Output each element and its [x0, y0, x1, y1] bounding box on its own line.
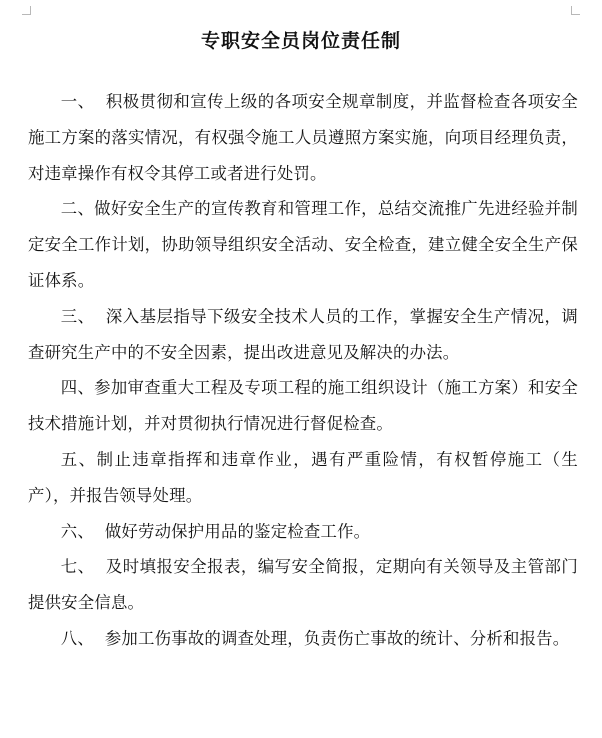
paragraph-number: 六、	[60, 521, 105, 541]
paragraph-number: 四、	[60, 378, 95, 398]
paragraph-text: 深入基层指导下级安全技术人员的工作，掌握安全生产情况，调查研究生产中的不安全因素，提出改进意见及解决的办法。	[28, 306, 578, 362]
paragraph-number: 一、	[60, 92, 106, 111]
paragraph-text: 及时填报安全报表，编写安全简报，定期向有关领导及主管部门提供安全信息。	[28, 557, 578, 613]
paragraph-number: 三、	[60, 306, 106, 326]
paragraph-number: 八、	[60, 628, 105, 648]
paragraph-text: 参加工伤事故的调查处理，负责伤亡事故的统计、分析和报告。	[104, 628, 570, 648]
paragraph-text: 做好劳动保护用品的鉴定检查工作。	[104, 521, 371, 541]
paragraph-text: 积极贯彻和宣传上级的各项安全规章制度，并监督检查各项安全施工方案的落实情况，有权强令施工人员遵照方案实施，向项目经理负责，对违章操作有权令其停工或者进行处罚。	[28, 92, 578, 183]
paragraph-8	[28, 621, 578, 657]
document-body	[28, 84, 578, 657]
paragraph-3	[28, 299, 578, 371]
paragraph-text: 制止违章指挥和违章作业，遇有严重险情，有权暂停施工（生产），并报告领导处理。	[28, 449, 578, 505]
paragraph-5	[28, 442, 578, 514]
paragraph-number: 七、	[60, 557, 106, 577]
document-title: 专职安全员岗位责任制	[200, 30, 401, 52]
paragraph-4	[28, 370, 578, 442]
paragraph-number: 五、	[60, 449, 97, 469]
paragraph-number: 二、	[60, 199, 95, 219]
paragraph-text: 参加审查重大工程及专项工程的施工组织设计（施工方案）和安全技术措施计划，并对贯彻执行情况进行督促检查。	[28, 378, 578, 434]
paragraph-7	[28, 549, 578, 621]
page-corner-mark-top-right	[571, 6, 580, 15]
paragraph-2	[28, 191, 578, 298]
paragraph-6	[28, 514, 578, 550]
page-corner-mark-top-left	[22, 6, 31, 15]
paragraph-1	[28, 84, 578, 191]
paragraph-text: 做好安全生产的宣传教育和管理工作，总结交流推广先进经验并制定安全工作计划，协助领导组织安全活动、安全检查，建立健全安全生产保证体系。	[28, 199, 578, 290]
